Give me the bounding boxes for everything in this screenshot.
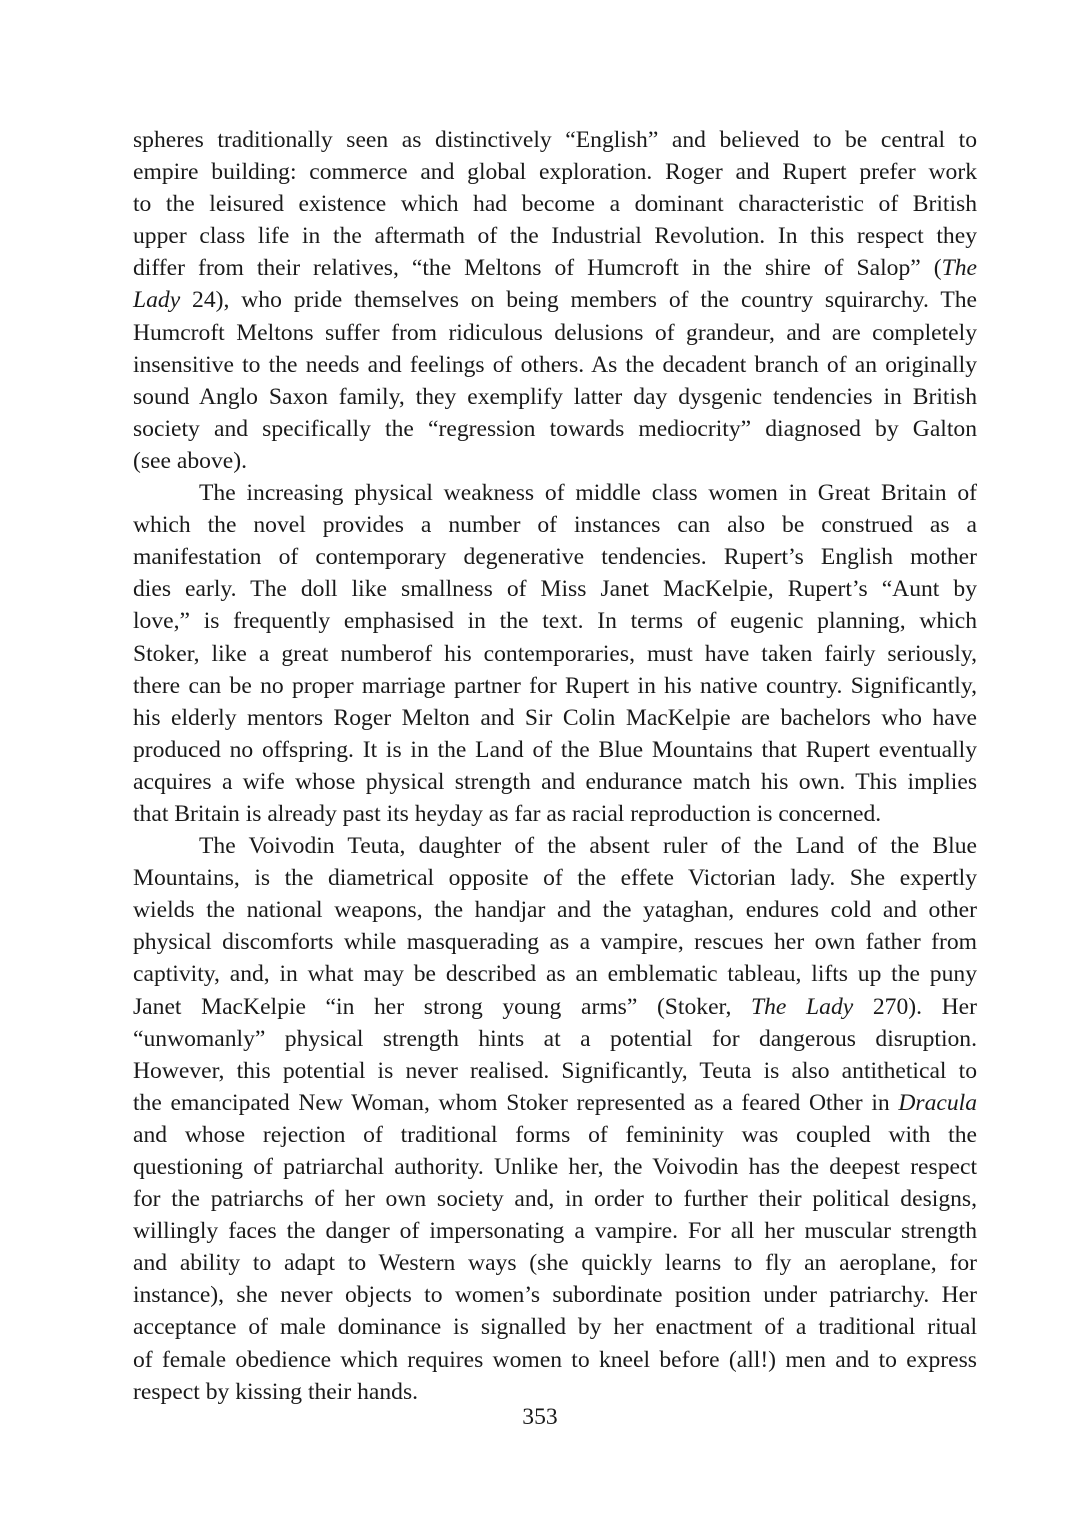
text-run: Stoker, like a great numberof his contemporaries, must have taken fairly seriously, bbox=[133, 640, 977, 667]
paragraph bbox=[133, 477, 977, 830]
text-line bbox=[133, 605, 977, 637]
italic-title: The Lady bbox=[751, 993, 854, 1020]
text-line bbox=[133, 991, 977, 1023]
text-run: instance), she never objects to women’s subordinate position under patriarchy. Her bbox=[133, 1282, 977, 1309]
text-line bbox=[133, 445, 977, 477]
text-line bbox=[133, 541, 977, 573]
text-run: of female obedience which requires women to kneel before (all!) men and to express bbox=[133, 1346, 977, 1373]
text-line bbox=[133, 220, 977, 252]
text-run: acquires a wife whose physical strength and endurance match his own. This implies bbox=[133, 768, 977, 795]
italic-title: The bbox=[941, 255, 977, 282]
text-line bbox=[133, 670, 977, 702]
text-line bbox=[133, 1119, 977, 1151]
text-run: differ from their relatives, “the Meltons of Humcroft in the shire of Salop” ( bbox=[133, 255, 942, 282]
text-line bbox=[133, 926, 977, 958]
text-run: and ability to adapt to Western ways (she quickly learns to fly an aeroplane, for bbox=[133, 1250, 977, 1277]
text-run: questioning of patriarchal authority. Unlike her, the Voivodin has the deepest respect bbox=[133, 1154, 977, 1180]
text-line bbox=[133, 862, 977, 894]
text-line bbox=[133, 156, 977, 188]
text-run: manifestation of contemporary degenerative tendencies. Rupert’s English mother bbox=[133, 544, 977, 571]
italic-title: Dracula bbox=[898, 1089, 977, 1116]
text-line bbox=[133, 284, 977, 316]
text-run: respect by kissing their hands. bbox=[133, 1378, 419, 1405]
text-run: Janet MacKelpie “in her strong young arms” (Stoker, bbox=[133, 993, 751, 1020]
text-run: However, this potential is never realised. Significantly, Teuta is also antithetical to bbox=[133, 1057, 977, 1084]
text-run: wields the national weapons, the handjar and the yataghan, endures cold and other bbox=[133, 897, 977, 924]
text-line bbox=[133, 798, 977, 830]
text-line bbox=[133, 252, 977, 284]
text-run: “unwomanly” physical strength hints at a potential for dangerous disruption. bbox=[133, 1025, 977, 1052]
text-run: Humcroft Meltons suffer from ridiculous delusions of grandeur, and are completely bbox=[133, 319, 977, 346]
text-run: Mountains, is the diametrical opposite of the effete Victorian lady. She expertly bbox=[133, 865, 977, 892]
text-line bbox=[133, 349, 977, 381]
text-run: 270). Her bbox=[853, 993, 977, 1020]
text-run: which the novel provides a number of instances can also be construed as a bbox=[133, 512, 977, 539]
text-line bbox=[133, 1183, 977, 1215]
text-run: upper class life in the aftermath of the Industrial Revolution. In this respect they bbox=[133, 223, 977, 250]
text-run: willingly faces the danger of impersonating a vampire. For all her muscular strength bbox=[133, 1218, 977, 1245]
paragraph bbox=[133, 830, 977, 1408]
text-line bbox=[133, 638, 977, 670]
italic-title: Lady bbox=[133, 287, 181, 314]
text-line bbox=[133, 413, 977, 445]
text-run: acceptance of male dominance is signalled by her enactment of a traditional ritual bbox=[133, 1314, 977, 1341]
text-run: society and specifically the “regression towards mediocrity” diagnosed by Galton bbox=[133, 415, 977, 442]
text-line bbox=[133, 702, 977, 734]
page-body bbox=[133, 124, 977, 1408]
text-run: 24), who pride themselves on being members of the country squirarchy. The bbox=[180, 287, 977, 314]
text-line bbox=[133, 477, 977, 509]
text-line bbox=[133, 509, 977, 541]
text-run: the emancipated New Woman, whom Stoker represented as a feared Other in bbox=[133, 1089, 899, 1116]
text-run: The increasing physical weakness of middle class women in Great Britain of bbox=[199, 480, 977, 507]
text-line bbox=[133, 766, 977, 798]
text-run: produced no offspring. It is in the Land of the Blue Mountains that Rupert eventually bbox=[133, 736, 977, 763]
text-run: spheres traditionally seen as distinctively “English” and believed to be central to bbox=[133, 127, 977, 153]
text-run: and whose rejection of traditional forms of femininity was coupled with the bbox=[133, 1121, 977, 1148]
text-line bbox=[133, 894, 977, 926]
text-line bbox=[133, 1311, 977, 1343]
text-line bbox=[133, 124, 977, 156]
text-line bbox=[133, 1087, 977, 1119]
text-line bbox=[133, 573, 977, 605]
text-line bbox=[133, 958, 977, 990]
page-number: 353 bbox=[522, 1404, 558, 1430]
text-line bbox=[133, 1247, 977, 1279]
text-run: dies early. The doll like smallness of Miss Janet MacKelpie, Rupert’s “Aunt by bbox=[133, 576, 977, 603]
text-run: to the leisured existence which had become a dominant characteristic of British bbox=[133, 191, 977, 218]
text-line bbox=[133, 1055, 977, 1087]
text-run: empire building: commerce and global exploration. Roger and Rupert prefer work bbox=[133, 159, 977, 186]
text-run: for the patriarchs of her own society and, in order to further their political designs, bbox=[133, 1186, 977, 1213]
text-run: captivity, and, in what may be described as an emblematic tableau, lifts up the puny bbox=[133, 961, 977, 988]
text-line bbox=[133, 317, 977, 349]
text-run: there can be no proper marriage partner for Rupert in his native country. Significantly, bbox=[133, 672, 977, 699]
text-run: physical discomforts while masquerading as a vampire, rescues her own father from bbox=[133, 929, 977, 956]
text-line bbox=[133, 1376, 977, 1408]
text-line bbox=[133, 1344, 977, 1376]
text-line bbox=[133, 188, 977, 220]
text-line bbox=[133, 1215, 977, 1247]
paragraph bbox=[133, 124, 977, 477]
text-run: (see above). bbox=[133, 447, 247, 474]
text-line bbox=[133, 1151, 977, 1183]
text-run: love,” is frequently emphasised in the text. In terms of eugenic planning, which bbox=[133, 608, 977, 635]
text-line bbox=[133, 1023, 977, 1055]
text-run: that Britain is already past its heyday as far as racial reproduction is concerned. bbox=[133, 800, 882, 827]
text-line bbox=[133, 830, 977, 862]
text-run: sound Anglo Saxon family, they exemplify latter day dysgenic tendencies in British bbox=[133, 383, 977, 410]
text-run: insensitive to the needs and feelings of others. As the decadent branch of an originally bbox=[133, 351, 977, 378]
text-line bbox=[133, 1279, 977, 1311]
text-line bbox=[133, 381, 977, 413]
text-line bbox=[133, 734, 977, 766]
text-run: The Voivodin Teuta, daughter of the absent ruler of the Land of the Blue bbox=[199, 833, 977, 860]
text-run: his elderly mentors Roger Melton and Sir Colin MacKelpie are bachelors who have bbox=[133, 704, 977, 731]
